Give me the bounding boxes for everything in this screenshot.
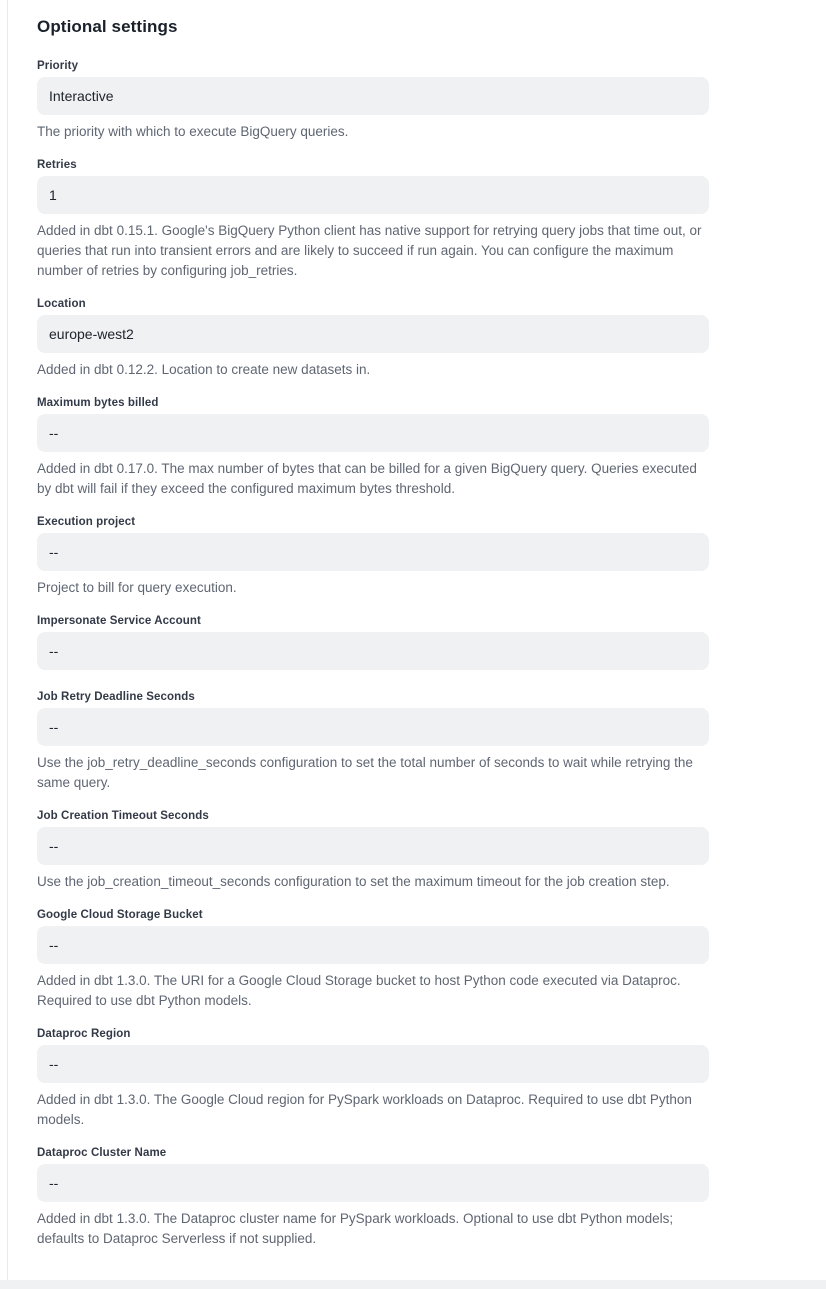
field-job-creation-timeout-seconds xyxy=(37,809,709,892)
field-dataproc-cluster-name xyxy=(37,1146,709,1249)
dataproc-region-help-text: Added in dbt 1.3.0. The Google Cloud region for PySpark workloads on Dataproc. Required to use dbt Python models. xyxy=(37,1092,692,1127)
priority-input[interactable]: Interactive xyxy=(37,77,709,115)
left-divider xyxy=(7,0,8,1280)
field-dataproc-region xyxy=(37,1027,709,1130)
location-label: Location xyxy=(37,298,86,310)
dataproc-region-label: Dataproc Region xyxy=(37,1028,131,1040)
maximum-bytes-billed-label: Maximum bytes billed xyxy=(37,397,159,409)
dataproc-cluster-name-input[interactable]: -- xyxy=(37,1164,709,1202)
field-priority xyxy=(37,59,709,142)
job-creation-timeout-seconds-label: Job Creation Timeout Seconds xyxy=(37,810,209,822)
dataproc-region-input[interactable]: -- xyxy=(37,1045,709,1083)
field-job-retry-deadline-seconds xyxy=(37,690,709,793)
priority-label: Priority xyxy=(37,60,79,72)
maximum-bytes-billed-help-text: Added in dbt 0.17.0. The max number of bytes that can be billed for a given BigQuery query. Queries executed by dbt will fail if they exceed the configured maximum bytes threshold. xyxy=(37,461,697,496)
retries-input[interactable]: 1 xyxy=(37,176,709,214)
field-impersonate-service-account xyxy=(37,614,709,670)
field-retries xyxy=(37,158,709,281)
bottom-divider xyxy=(0,1280,826,1289)
retries-help-text: Added in dbt 0.15.1. Google's BigQuery Python client has native support for retrying query jobs that time out, or queries that run into transient errors and are likely to succeed if run again. You can configure the maximum number of retries by configuring job_retries. xyxy=(37,223,702,278)
field-execution-project xyxy=(37,515,709,598)
dataproc-cluster-name-label: Dataproc Cluster Name xyxy=(37,1147,167,1159)
location-input[interactable]: europe-west2 xyxy=(37,315,709,353)
field-maximum-bytes-billed xyxy=(37,396,709,499)
settings-form xyxy=(37,59,709,1249)
impersonate-service-account-label: Impersonate Service Account xyxy=(37,615,201,627)
retries-label: Retries xyxy=(37,159,77,171)
optional-settings-section xyxy=(37,16,709,1265)
section-title: Optional settings xyxy=(37,17,178,36)
execution-project-input[interactable]: -- xyxy=(37,533,709,571)
field-location xyxy=(37,297,709,380)
field-google-cloud-storage-bucket xyxy=(37,908,709,1011)
priority-help-text: The priority with which to execute BigQuery queries. xyxy=(37,124,349,139)
job-retry-deadline-seconds-input[interactable]: -- xyxy=(37,708,709,746)
job-creation-timeout-seconds-help-text: Use the job_creation_timeout_seconds configuration to set the maximum timeout for the job creation step. xyxy=(37,874,670,889)
google-cloud-storage-bucket-help-text: Added in dbt 1.3.0. The URI for a Google Cloud Storage bucket to host Python code executed via Dataproc. Required to use dbt Python models. xyxy=(37,973,681,1008)
google-cloud-storage-bucket-input[interactable]: -- xyxy=(37,926,709,964)
maximum-bytes-billed-input[interactable]: -- xyxy=(37,414,709,452)
job-creation-timeout-seconds-input[interactable]: -- xyxy=(37,827,709,865)
location-help-text: Added in dbt 0.12.2. Location to create new datasets in. xyxy=(37,362,371,377)
job-retry-deadline-seconds-label: Job Retry Deadline Seconds xyxy=(37,691,195,703)
execution-project-help-text: Project to bill for query execution. xyxy=(37,580,237,595)
execution-project-label: Execution project xyxy=(37,516,136,528)
dataproc-cluster-name-help-text: Added in dbt 1.3.0. The Dataproc cluster name for PySpark workloads. Optional to use dbt Python models; defaults to Dataproc Serverless if not supplied. xyxy=(37,1211,674,1246)
impersonate-service-account-input[interactable]: -- xyxy=(37,632,709,670)
job-retry-deadline-seconds-help-text: Use the job_retry_deadline_seconds configuration to set the total number of seconds to wait while retrying the same query. xyxy=(37,755,693,790)
google-cloud-storage-bucket-label: Google Cloud Storage Bucket xyxy=(37,909,203,921)
